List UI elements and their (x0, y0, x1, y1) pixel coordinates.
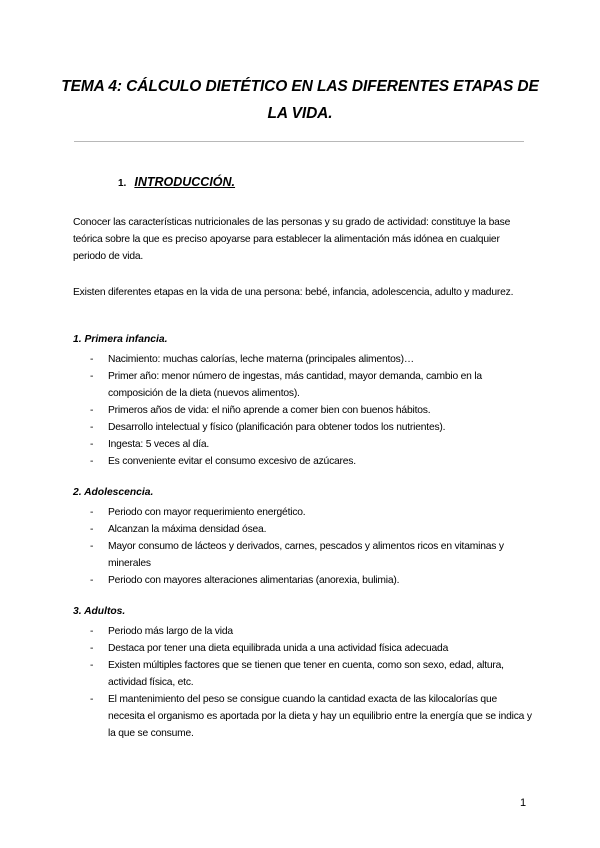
list-item: - Primer año: menor número de ingestas, más cantidad, mayor demanda, cambio en la composición de la dieta (nuevos alimentos). (73, 368, 533, 402)
list-item: - Ingesta: 5 veces al día. (73, 436, 533, 453)
section-title-infancia: 1. Primera infancia. (73, 334, 168, 345)
list-item: - Nacimiento: muchas calorías, leche materna (principales alimentos)… (73, 351, 533, 368)
heading-number: 1. (118, 178, 127, 189)
list-item: - Destaca por tener una dieta equilibrada unida a una actividad física adecuada (73, 640, 533, 657)
list-item: - Periodo con mayores alteraciones alimentarias (anorexia, bulimia). (73, 572, 533, 589)
section-title-adolescencia: 2. Adolescencia. (73, 487, 154, 498)
list-item: - El mantenimiento del peso se consigue cuando la cantidad exacta de las kilocalorías que necesita el organismo es aportada por la dieta y hay un equilibrio entre la energía que se indica y la que se consume. (73, 691, 533, 742)
paragraph-intro: Conocer las características nutricionales de las personas y su grado de actividad: constituye la base teórica sobre la que es preciso apoyarse para establecer la alimentación más idónea en cualquier periodo de vida. (73, 217, 511, 262)
list-infancia (73, 351, 533, 470)
title-divider (74, 141, 524, 142)
list-item: - Es conveniente evitar el consumo excesivo de azúcares. (73, 453, 533, 470)
list-item: - Periodo con mayor requerimiento energético. (73, 504, 533, 521)
heading-text: INTRODUCCIÓN. (134, 175, 236, 189)
list-item: - Alcanzan la máxima densidad ósea. (73, 521, 533, 538)
section-title-adultos: 3. Adultos. (73, 606, 126, 617)
list-adultos (73, 623, 533, 742)
page-number: 1 (520, 797, 527, 809)
section-heading (118, 175, 235, 189)
list-item: - Primeros años de vida: el niño aprende a comer bien con buenos hábitos. (73, 402, 533, 419)
document-title: TEMA 4: CÁLCULO DIETÉTICO EN LAS DIFERENTES ETAPAS DE LA VIDA. (61, 78, 539, 122)
list-item: - Periodo más largo de la vida (73, 623, 533, 640)
list-adolescencia (73, 504, 533, 589)
list-item: - Mayor consumo de lácteos y derivados, carnes, pescados y alimentos ricos en vitaminas y minerales (73, 538, 533, 572)
list-item: - Existen múltiples factores que se tienen que tener en cuenta, como son sexo, edad, altura, actividad física, etc. (73, 657, 533, 691)
paragraph-stages: Existen diferentes etapas en la vida de una persona: bebé, infancia, adolescencia, adulto y madurez. (73, 287, 514, 298)
list-item: - Desarrollo intelectual y físico (planificación para obtener todos los nutrientes). (73, 419, 533, 436)
